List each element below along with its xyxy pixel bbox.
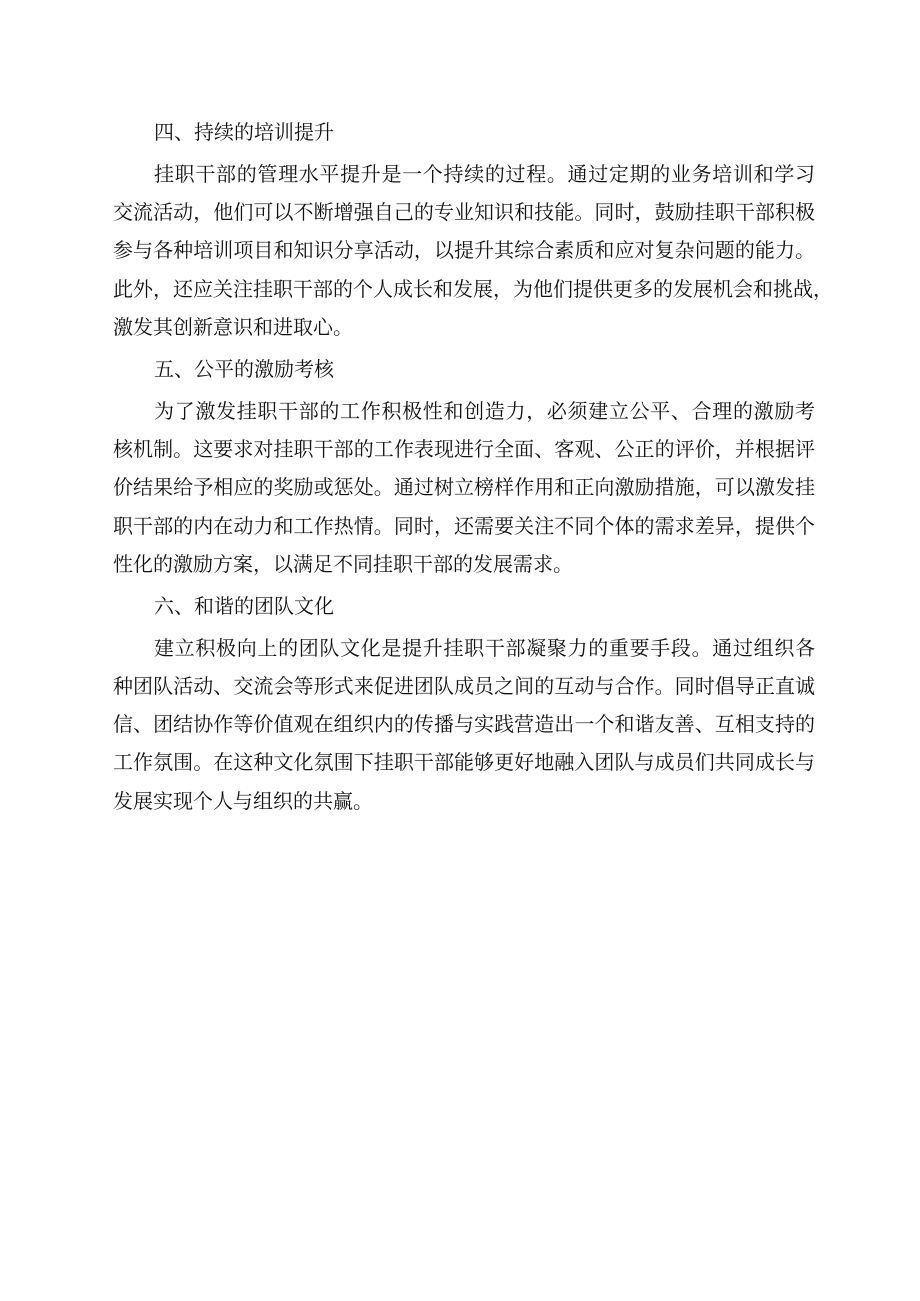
paragraph-line: 信、团结协作等价值观在组织内的传播与实践营造出一个和谐友善、互相支持的 xyxy=(113,712,815,737)
section-paragraph-4 xyxy=(113,155,833,346)
paragraph-line: 性化的激励方案，以满足不同挂职干部的发展需求。 xyxy=(113,551,573,576)
section-heading-6: 六、和谐的团队文化 xyxy=(154,593,334,618)
paragraph-line: 为了激发挂职干部的工作积极性和创造力，必须建立公平、合理的激励考 xyxy=(154,398,815,423)
paragraph-line: 发展实现个人与组织的共赢。 xyxy=(113,788,373,813)
paragraph-line: 建立积极向上的团队文化是提升挂职干部凝聚力的重要手段。通过组织各 xyxy=(154,635,815,660)
paragraph-line: 参与各种培训项目和知识分享活动，以提升其综合素质和应对复杂问题的能力。 xyxy=(113,238,815,263)
paragraph-line: 核机制。这要求对挂职干部的工作表现进行全面、客观、公正的评价，并根据评 xyxy=(113,437,815,462)
paragraph-line: 交流活动，他们可以不断增强自己的专业知识和技能。同时，鼓励挂职干部积极 xyxy=(113,200,815,225)
document-page xyxy=(113,113,833,824)
section-paragraph-6 xyxy=(113,629,815,820)
paragraph-line: 挂职干部的管理水平提升是一个持续的过程。通过定期的业务培训和学习 xyxy=(154,162,815,186)
paragraph-line: 种团队活动、交流会等形式来促进团队成员之间的互动与合作。同时倡导正直诚 xyxy=(113,674,815,699)
paragraph-line: 价结果给予相应的奖励或惩处。通过树立榜样作用和正向激励措施，可以激发挂 xyxy=(113,475,815,500)
paragraph-line: 此外，还应关注挂职干部的个人成长和发展，为他们提供更多的发展机会和挑战， xyxy=(113,276,833,301)
paragraph-line: 激发其创新意识和进取心。 xyxy=(113,314,353,339)
section-heading-4: 四、持续的培训提升 xyxy=(154,120,334,144)
paragraph-line: 工作氛围。在这种文化氛围下挂职干部能够更好地融入团队与成员们共同成长与 xyxy=(113,750,815,775)
section-paragraph-5 xyxy=(113,392,815,583)
paragraph-line: 职干部的内在动力和工作热情。同时，还需要关注不同个体的需求差异，提供个 xyxy=(113,513,815,538)
section-heading-5: 五、公平的激励考核 xyxy=(154,356,334,381)
